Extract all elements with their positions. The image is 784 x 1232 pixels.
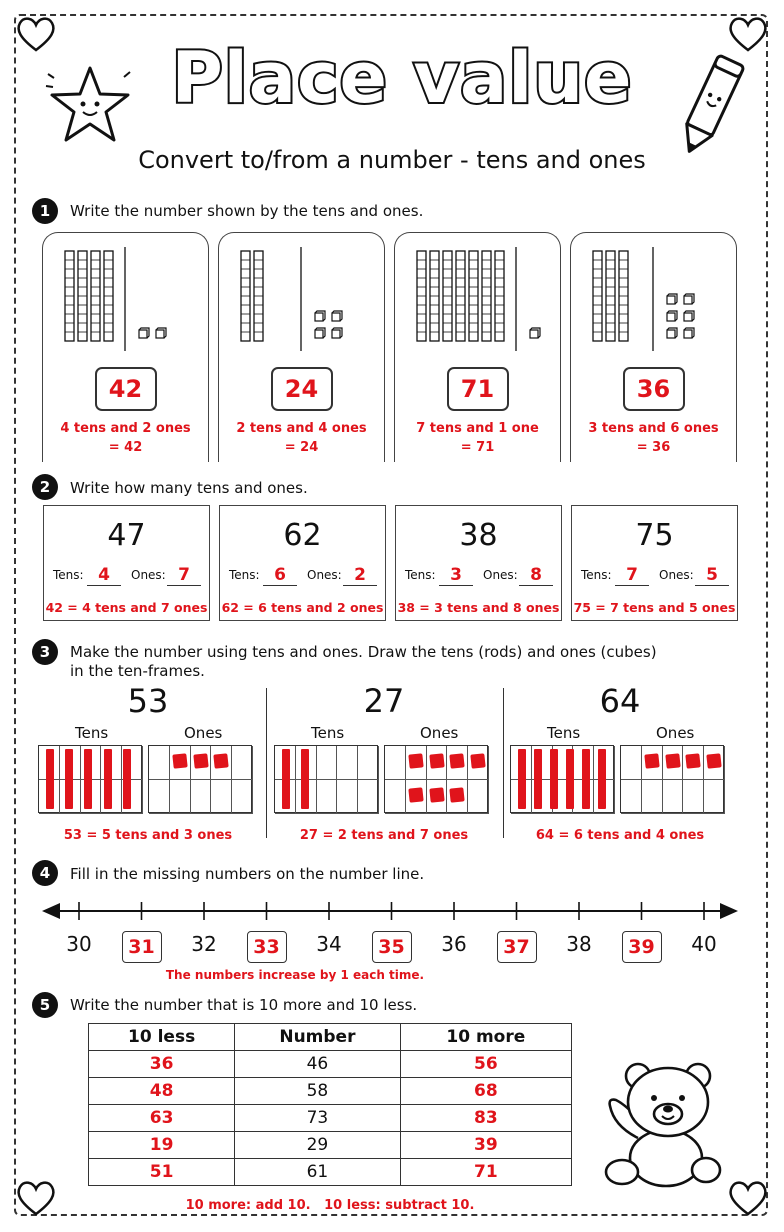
ones-label: Ones:: [131, 568, 166, 582]
ten-rod: [469, 251, 478, 341]
ten-less-cell: 19: [89, 1132, 235, 1159]
one-cube: [332, 328, 342, 338]
one-cube: [315, 311, 325, 321]
ten-rod: [495, 251, 504, 341]
card-number: 62: [283, 518, 322, 553]
ten-rod: [619, 251, 628, 341]
missing-number-box: 33: [247, 931, 287, 963]
frame-cell: [337, 746, 358, 780]
section-question-line-2: in the ten-frames.: [70, 662, 205, 680]
drawn-one-cube: [665, 753, 680, 768]
section-number: 5: [32, 992, 58, 1018]
card-number: 38: [459, 518, 498, 553]
frame-explanation: 27 = 2 tens and 7 ones: [299, 828, 469, 843]
drawn-one-cube: [429, 753, 444, 768]
ones-label: Ones:: [483, 568, 518, 582]
ten-less-cell: 63: [89, 1105, 235, 1132]
table-row: [89, 1132, 572, 1159]
frame-explanation: 64 = 6 tens and 4 ones: [535, 828, 705, 843]
card-number: 75: [635, 518, 674, 553]
ten-rod: [417, 251, 426, 341]
frame-cell: [621, 780, 642, 814]
ten-rod: [104, 251, 113, 341]
base-ten-blocks: [571, 247, 736, 377]
missing-number-box: 31: [122, 931, 162, 963]
drawn-ten-rod: [566, 749, 574, 809]
section-number: 4: [32, 860, 58, 886]
frame-cell: [317, 780, 338, 814]
explanation-line-2: = 42: [108, 440, 143, 455]
one-cube: [684, 311, 694, 321]
frame-cell: [358, 746, 379, 780]
ten-more-cell: 83: [400, 1105, 571, 1132]
section-number: 3: [32, 639, 58, 665]
number-line-label: 40: [691, 932, 717, 956]
one-cube: [332, 311, 342, 321]
section-number: 2: [32, 474, 58, 500]
table-row: [89, 1051, 572, 1078]
star-character-icon: [44, 62, 136, 148]
number-cell: 46: [235, 1051, 400, 1078]
tens-answer: 6: [263, 565, 297, 586]
tens-answer: 7: [615, 565, 649, 586]
frame-cell: [385, 780, 406, 814]
drawn-one-cube: [470, 753, 485, 768]
ones-heading: Ones: [420, 724, 459, 742]
one-cube: [315, 328, 325, 338]
answer-box: 71: [447, 367, 509, 411]
answer-box: 36: [623, 367, 685, 411]
base-ten-blocks: [219, 247, 384, 377]
ones-label: Ones:: [307, 568, 342, 582]
frame-cell: [317, 746, 338, 780]
number-cell: 61: [235, 1159, 400, 1186]
frame-cell: [358, 780, 379, 814]
frame-explanation: 53 = 5 tens and 3 ones: [63, 828, 233, 843]
one-cube: [667, 294, 677, 304]
drawn-one-cube: [193, 753, 208, 768]
section-number: 1: [32, 198, 58, 224]
missing-number-box: 35: [372, 931, 412, 963]
explanation-line-2: = 36: [636, 440, 671, 455]
drawn-one-cube: [429, 787, 444, 802]
missing-number-box: 39: [622, 931, 662, 963]
ones-heading: Ones: [656, 724, 695, 742]
ten-rod: [482, 251, 491, 341]
explanation-line-1: 7 tens and 1 one: [416, 421, 539, 436]
drawn-ten-rod: [104, 749, 112, 809]
card-explanation: 42 = 4 tens and 7 ones: [45, 600, 208, 615]
frame-cell: [337, 780, 358, 814]
ten-more-cell: 39: [400, 1132, 571, 1159]
frame-cell: [191, 780, 212, 814]
ten-rod: [606, 251, 615, 341]
heart-icon-bottom-left: [14, 1178, 58, 1218]
number-line-label: 38: [566, 932, 592, 956]
explanation-line-2: = 71: [460, 440, 495, 455]
one-cube: [667, 328, 677, 338]
ten-rod: [593, 251, 602, 341]
answer-box: 24: [271, 367, 333, 411]
table-row: [89, 1159, 572, 1186]
section-question: Fill in the missing numbers on the number line.: [70, 865, 425, 883]
frame-cell: [149, 746, 170, 780]
number-cell: 58: [235, 1078, 400, 1105]
tens-ones-card: [570, 232, 737, 462]
drawn-ten-rod: [282, 749, 290, 809]
explanation-line-2: = 24: [284, 440, 319, 455]
one-cube: [684, 328, 694, 338]
base-ten-blocks: [43, 247, 208, 377]
number-line-label: 30: [66, 932, 92, 956]
ten-more-less-table: [88, 1023, 572, 1186]
card-explanation: 38 = 3 tens and 8 ones: [397, 600, 560, 615]
ten-more-cell: 68: [400, 1078, 571, 1105]
ones-answer: 5: [695, 565, 729, 586]
ten-less-cell: 51: [89, 1159, 235, 1186]
frame-cell: [468, 780, 489, 814]
tens-frame: [274, 745, 378, 813]
drawn-one-cube: [450, 787, 465, 802]
frame-cell: [621, 746, 642, 780]
frame-cell: [232, 746, 253, 780]
ten-rod: [91, 251, 100, 341]
frame-cell: [149, 780, 170, 814]
one-cube: [684, 294, 694, 304]
arrow-left-icon: [42, 903, 60, 919]
ten-rod: [456, 251, 465, 341]
explanation-line-1: 2 tens and 4 ones: [236, 421, 367, 436]
card-explanation: 75 = 7 tens and 5 ones: [573, 600, 736, 615]
ones-answer: 2: [343, 565, 377, 586]
drawn-one-cube: [408, 787, 423, 802]
ones-heading: Ones: [184, 724, 223, 742]
explanation-line-1: 3 tens and 6 ones: [588, 421, 719, 436]
section-question-line-1: Make the number using tens and ones. Draw the tens (rods) and ones (cubes): [70, 643, 657, 661]
column-header: Number: [235, 1024, 400, 1051]
drawn-ten-rod: [301, 749, 309, 809]
tens-ones-card: [218, 232, 385, 462]
tens-answer: 4: [87, 565, 121, 586]
ten-rod: [443, 251, 452, 341]
target-number: 64: [599, 682, 641, 720]
frame-cell: [211, 780, 232, 814]
page-subtitle: Convert to/from a number - tens and ones: [138, 146, 646, 174]
drawn-one-cube: [172, 753, 187, 768]
number-line-label: 32: [191, 932, 217, 956]
ones-frame: [620, 745, 724, 813]
tens-heading: Tens: [547, 724, 581, 742]
ones-frame: [384, 745, 488, 813]
number-line: [40, 896, 744, 926]
drawn-one-cube: [686, 753, 701, 768]
missing-number-box: 37: [497, 931, 537, 963]
column-header: 10 more: [400, 1024, 571, 1051]
number-line-note: The numbers increase by 1 each time.: [165, 968, 425, 982]
table-row: [89, 1078, 572, 1105]
tens-frame: [38, 745, 142, 813]
column-header: 10 less: [89, 1024, 235, 1051]
frame-cell: [170, 780, 191, 814]
tens-label: Tens:: [581, 568, 612, 582]
table-note: 10 more: add 10. 10 less: subtract 10.: [185, 1198, 475, 1213]
heart-icon-top-right: [726, 14, 770, 54]
tens-answer: 3: [439, 565, 473, 586]
drawn-one-cube: [450, 753, 465, 768]
ten-rod: [241, 251, 250, 341]
heart-icon-top-left: [14, 14, 58, 54]
frame-cell: [642, 780, 663, 814]
tens-ones-card: [42, 232, 209, 462]
drawn-ten-rod: [84, 749, 92, 809]
drawn-ten-rod: [534, 749, 542, 809]
tens-frame: [510, 745, 614, 813]
ten-less-cell: 48: [89, 1078, 235, 1105]
drawn-one-cube: [706, 753, 721, 768]
one-cube: [667, 311, 677, 321]
column-divider: [266, 688, 267, 838]
ten-more-cell: 56: [400, 1051, 571, 1078]
drawn-ten-rod: [550, 749, 558, 809]
ten-rod: [65, 251, 74, 341]
tens-heading: Tens: [75, 724, 109, 742]
section-question: Write the number that is 10 more and 10 less.: [70, 996, 418, 1014]
ten-rod: [430, 251, 439, 341]
one-cube: [139, 328, 149, 338]
frame-cell: [232, 780, 253, 814]
one-cube: [156, 328, 166, 338]
column-divider: [503, 688, 504, 838]
teddy-bear-icon: [598, 1058, 724, 1190]
drawn-one-cube: [644, 753, 659, 768]
ones-frame: [148, 745, 252, 813]
ones-label: Ones:: [659, 568, 694, 582]
ten-less-cell: 36: [89, 1051, 235, 1078]
tens-label: Tens:: [405, 568, 436, 582]
drawn-one-cube: [214, 753, 229, 768]
card-number: 47: [107, 518, 146, 553]
frame-cell: [704, 780, 725, 814]
base-ten-blocks: [395, 247, 560, 377]
frame-cell: [683, 780, 704, 814]
tens-ones-card: [394, 232, 561, 462]
drawn-ten-rod: [46, 749, 54, 809]
one-cube: [530, 328, 540, 338]
drawn-ten-rod: [518, 749, 526, 809]
section-question: Write the number shown by the tens and ones.: [70, 202, 424, 220]
number-cell: 73: [235, 1105, 400, 1132]
ten-rod: [78, 251, 87, 341]
drawn-ten-rod: [123, 749, 131, 809]
target-number: 53: [127, 682, 169, 720]
drawn-ten-rod: [65, 749, 73, 809]
number-line-label: 34: [316, 932, 342, 956]
explanation-line-1: 4 tens and 2 ones: [60, 421, 191, 436]
arrow-right-icon: [720, 903, 738, 919]
section-question: Write how many tens and ones.: [70, 479, 308, 497]
frame-cell: [385, 746, 406, 780]
ones-answer: 8: [519, 565, 553, 586]
drawn-one-cube: [408, 753, 423, 768]
answer-box: 42: [95, 367, 157, 411]
page-title: Place value: [171, 37, 633, 119]
heart-icon-bottom-right: [726, 1178, 770, 1218]
ten-rod: [254, 251, 263, 341]
tens-label: Tens:: [53, 568, 84, 582]
frame-cell: [663, 780, 684, 814]
card-explanation: 62 = 6 tens and 2 ones: [221, 600, 384, 615]
drawn-ten-rod: [598, 749, 606, 809]
tens-heading: Tens: [311, 724, 345, 742]
ten-more-cell: 71: [400, 1159, 571, 1186]
number-cell: 29: [235, 1132, 400, 1159]
target-number: 27: [363, 682, 405, 720]
drawn-ten-rod: [582, 749, 590, 809]
number-line-label: 36: [441, 932, 467, 956]
ones-answer: 7: [167, 565, 201, 586]
table-row: [89, 1105, 572, 1132]
tens-label: Tens:: [229, 568, 260, 582]
